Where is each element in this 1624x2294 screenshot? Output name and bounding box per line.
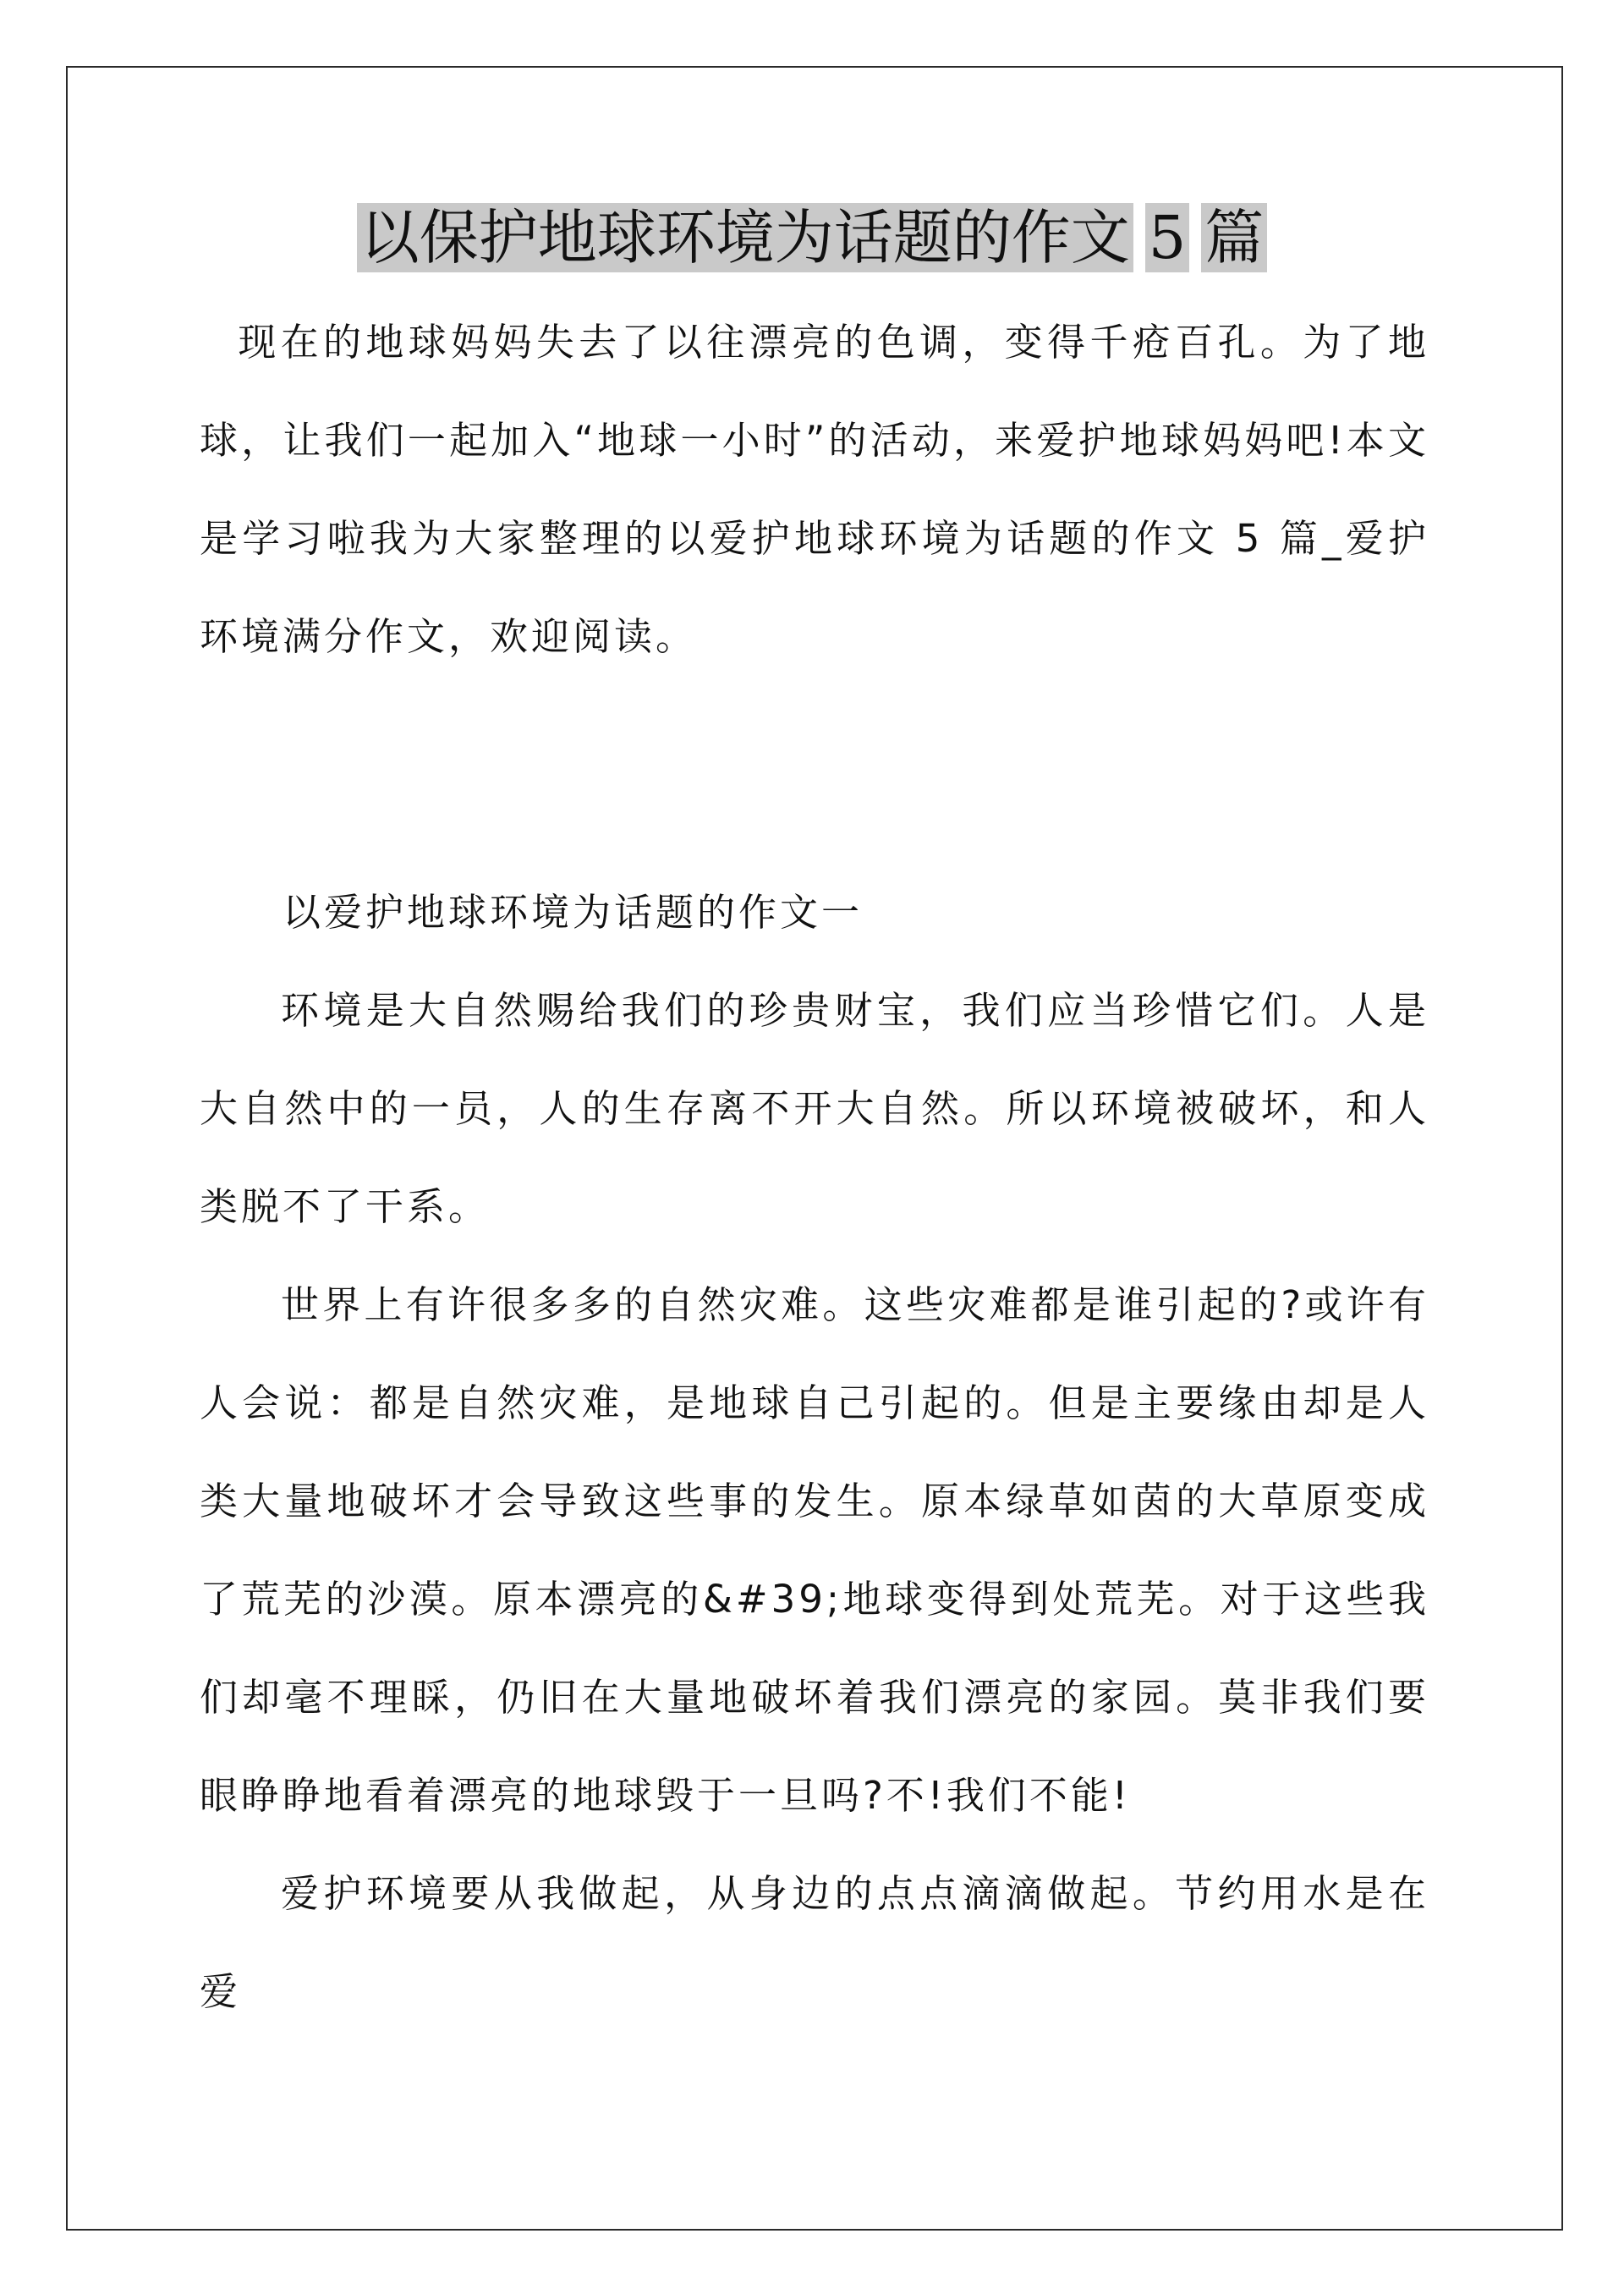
essay-section [200,864,1429,2041]
paragraph: 世界上有许很多多的自然灾难。这些灾难都是谁引起的?或许有人会说：都是自然灾难，是地球自己引起的。但是主要缘由却是人类大量地破坏才会导致这些事的发生。原本绿草如茵的大草原变成了荒芜的沙漠。原本漂亮的&#39;地球变得到处荒芜。对于这些我们却毫不理睬，仍旧在大量地破坏着我们漂亮的家园。莫非我们要眼睁睁地看着漂亮的地球毁于一旦吗?不!我们不能! [200,1282,1429,1818]
title-suffix: 篇 [1201,203,1267,272]
document-title [357,200,1268,276]
title-number: 5 [1145,203,1190,272]
paragraph: 环境是大自然赐给我们的珍贵财宝，我们应当珍惜它们。人是大自然中的一员，人的生存离不开大自然。所以环境被破坏，和人类脱不了干系。 [200,988,1429,1229]
title-text: 以保护地球环境为话题的作文 [357,203,1133,272]
intro-paragraph [200,294,1429,686]
title-container [0,200,1624,276]
intro-text: 现在的地球妈妈失去了以往漂亮的色调，变得千疮百孔。为了地球，让我们一起加入“地球一小时”的活动，来爱护地球妈妈吧!本文是学习啦我为大家整理的以爱护地球环境为话题的作文 5 篇_爱护环境满分作文，欢迎阅读。 [200,320,1429,659]
section-heading: 以爱护地球环境为话题的作文一 [283,890,864,935]
paragraph: 爱护环境要从我做起，从身边的点点滴滴做起。节约用水是在爱 [200,1871,1429,2014]
